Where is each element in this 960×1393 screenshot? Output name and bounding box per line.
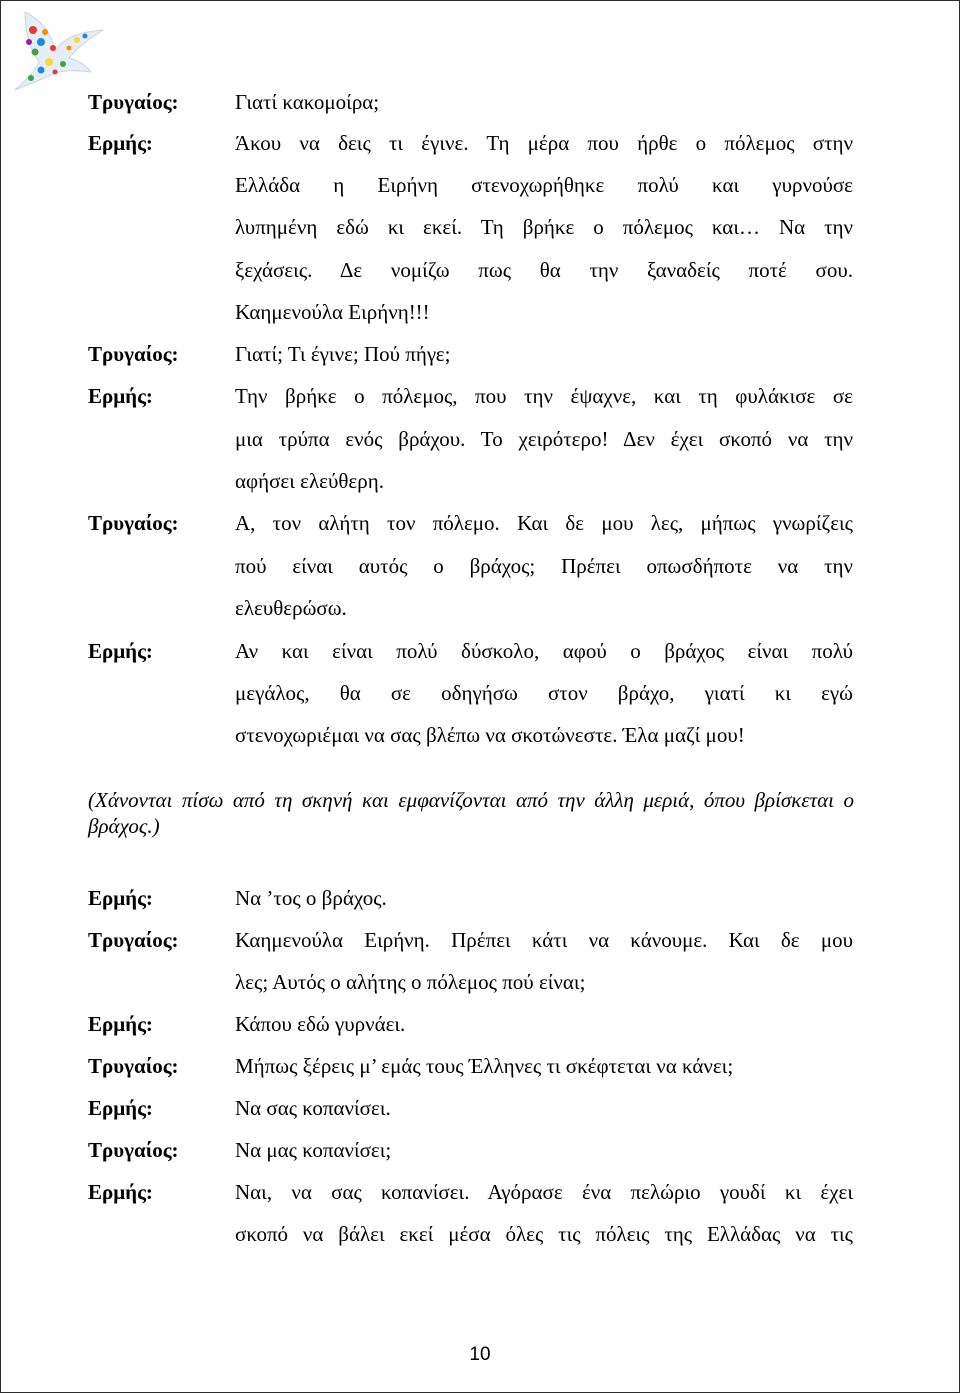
peace-dove-logo	[5, 4, 113, 92]
dialogue-line: Ελλάδα η Ειρήνη στενοχωρήθηκε πολύ και γυρνούσε	[235, 173, 853, 197]
dialogue-line: Γιατί; Τι έγινε; Πού πήγε;	[235, 342, 451, 366]
dialogue-line: λες; Αυτός ο αλήτης ο πόλεμος πού είναι;	[235, 970, 586, 994]
speaker-ermis: Ερμής:	[88, 1012, 153, 1036]
dialogue-line: Άκου να δεις τι έγινε. Τη μέρα που ήρθε ο πόλεμος στην	[235, 131, 853, 155]
speaker-trygaios: Τρυγαίος:	[88, 1138, 179, 1162]
speaker-ermis: Ερμής:	[88, 131, 153, 155]
stage-direction: (Χάνονται πίσω από τη σκηνή και εμφανίζονται από την άλλη μεριά, όπου βρίσκεται ο βράχος.)	[88, 788, 854, 838]
speaker-ermis: Ερμής:	[88, 1096, 153, 1120]
speaker-ermis: Ερμής:	[88, 384, 153, 408]
dialogue-line: Ναι, να σας κοπανίσει. Αγόρασε ένα πελώριο γουδί κι έχει	[235, 1180, 853, 1204]
speaker-trygaios: Τρυγαίος:	[88, 90, 179, 114]
dialogue-line: Να μας κοπανίσει;	[235, 1138, 392, 1162]
speaker-ermis: Ερμής:	[88, 1180, 153, 1204]
dialogue-line: αφήσει ελεύθερη.	[235, 469, 384, 493]
dialogue-line: στενοχωριέμαι να σας βλέπω να σκοτώνεστε. Έλα μαζί μου!	[235, 723, 745, 747]
dialogue-line: Καημενούλα Ειρήνη!!!	[235, 300, 430, 324]
dialogue-line: Α, τον αλήτη τον πόλεμο. Και δε μου λες, μήπως γνωρίζεις	[235, 511, 853, 535]
dialogue-line: μια τρύπα ενός βράχου. Το χειρότερο! Δεν έχει σκοπό να την	[235, 427, 853, 451]
dialogue-line: Μήπως ξέρεις μ’ εμάς τους Έλληνες τι σκέφτεται να κάνει;	[235, 1054, 734, 1078]
page-number: 10	[469, 1344, 491, 1365]
dialogue-line: σκοπό να βάλει εκεί μέσα όλες τις πόλεις της Ελλάδας να τις	[235, 1222, 853, 1246]
speaker-trygaios: Τρυγαίος:	[88, 342, 179, 366]
dialogue-line: Να ’τος ο βράχος.	[235, 886, 387, 910]
dialogue-line: Γιατί κακομοίρα;	[235, 90, 380, 114]
dialogue-line: Αν και είναι πολύ δύσκολο, αφού ο βράχος είναι πολύ	[235, 639, 853, 663]
speaker-trygaios: Τρυγαίος:	[88, 928, 179, 952]
dialogue-line: μεγάλος, θα σε οδηγήσω στον βράχο, γιατί κι εγώ	[235, 681, 853, 705]
speaker-trygaios: Τρυγαίος:	[88, 511, 179, 535]
dialogue-line: Την βρήκε ο πόλεμος, που την έψαχνε, και τη φυλάκισε σε	[235, 384, 853, 408]
speaker-trygaios: Τρυγαίος:	[88, 1054, 179, 1078]
dialogue-line: λυπημένη εδώ κι εκεί. Τη βρήκε ο πόλεμος και… Να την	[235, 215, 853, 239]
dialogue-line: Καημενούλα Ειρήνη. Πρέπει κάτι να κάνουμε. Και δε μου	[235, 928, 853, 952]
dialogue-line: Κάπου εδώ γυρνάει.	[235, 1012, 406, 1036]
speaker-ermis: Ερμής:	[88, 639, 153, 663]
dialogue-line: Να σας κοπανίσει.	[235, 1096, 391, 1120]
speaker-ermis: Ερμής:	[88, 886, 153, 910]
dialogue-line: ξεχάσεις. Δε νομίζω πως θα την ξαναδείς ποτέ σου.	[235, 258, 853, 282]
dialogue-line: πού είναι αυτός ο βράχος; Πρέπει οπωσδήποτε να την	[235, 554, 853, 578]
dialogue-line: ελευθερώσω.	[235, 596, 347, 620]
